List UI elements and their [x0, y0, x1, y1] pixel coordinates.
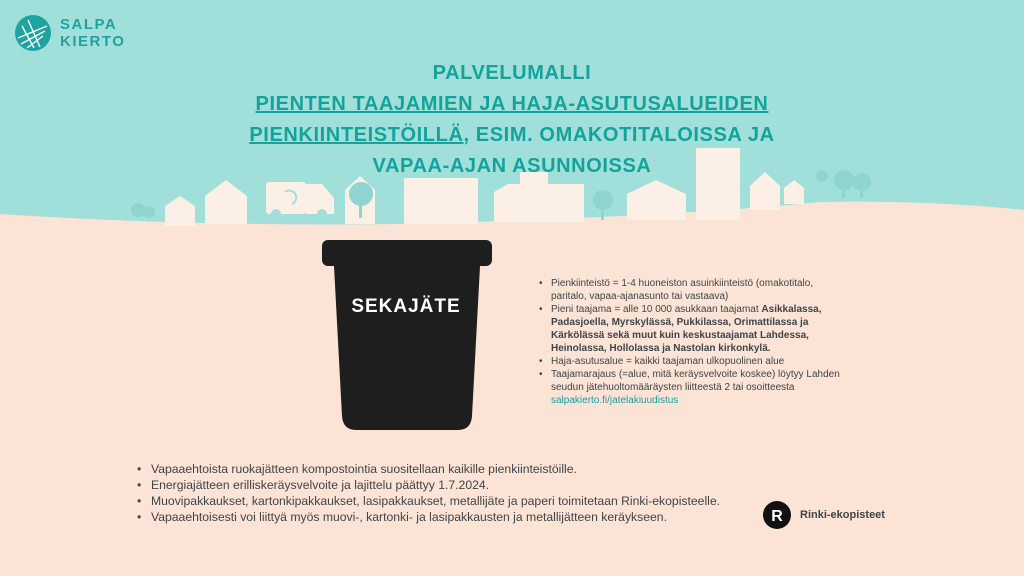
definition-text: Pienkiinteistö = 1-4 huoneiston asuinkiinteistö (omakotitalo, paritalo, vapaa-ajanasunto tai vastaava) [551, 278, 814, 302]
salpakierto-logo [14, 14, 125, 52]
page-title-line2-text: PIENTEN TAAJAMIEN JA HAJA-ASUTUSALUEIDEN [255, 93, 769, 115]
definition-text: Pieni taajama = alle 10 000 asukkaan taajamat [551, 304, 762, 315]
waste-bin-icon [322, 240, 492, 432]
definition-item [538, 303, 848, 355]
salpakierto-logo-icon [14, 14, 52, 52]
page-title-line4: VAPAA-AJAN ASUNNOISSA [372, 155, 652, 177]
page-title-line1: PALVELUMALLI [432, 62, 592, 84]
info-item: • Energiajätteen erilliskeräysvelvoite ja lajittelu päättyy 1.7.2024. [135, 477, 785, 493]
definition-item [538, 355, 848, 368]
logo-text-line1: SALPA [60, 16, 118, 33]
definitions-list [538, 277, 848, 407]
rinki-logo-icon [762, 500, 792, 530]
definition-text-bold: Asikkalassa, Padasjoella, Myrskylässä, Pukkilassa, Orimattilassa ja Kärkölässä sekä muut kuin keskustaajamat Lahdessa, Heinolassa, Hollolassa ja Nastolan kirkonkylä. [551, 304, 822, 354]
definition-text: Haja-asutusalue = kaikki taajaman ulkopuolinen alue [551, 356, 785, 367]
waste-bin-label: SEKAJÄTE [351, 296, 461, 317]
page-title-line2 [0, 89, 1024, 120]
info-list [135, 461, 785, 525]
info-item: • Vapaaehtoisesti voi liittyä myös muovi-, kartonki- ja lasipakkausten ja metallijätteen keräykseen. [135, 509, 785, 525]
page-title-line3-underlined: PIENKIINTEISTÖILLÄ [249, 124, 464, 146]
logo-text-line2: KIERTO [60, 33, 126, 50]
svg-text:R: R [771, 508, 783, 525]
salpakierto-link[interactable]: salpakierto.fi/jatelakiuudistus [551, 395, 679, 406]
rinki-label: Rinki-ekopisteet [800, 509, 885, 521]
page-title-line3 [0, 120, 1024, 151]
page-title-line3-rest: , ESIM. OMAKOTITALOISSA JA [463, 124, 775, 146]
info-item: • Muovipakkaukset, kartonkipakkaukset, lasipakkaukset, metallijäte ja paperi toimitetaan Rinki-ekopisteelle. [135, 493, 785, 509]
definition-item [538, 277, 848, 303]
definition-item [538, 368, 848, 407]
definition-text: Taajamarajaus (=alue, mitä keräysvelvoite koskee) löytyy Lahden seudun jätehuoltomääräysten liitteestä 2 tai osoitteesta [551, 369, 840, 393]
info-item: • Vapaaehtoista ruokajätteen kompostointia suositellaan kaikille pienkiinteistöille. [135, 461, 785, 477]
rinki-ekopisteet-badge [762, 500, 885, 530]
